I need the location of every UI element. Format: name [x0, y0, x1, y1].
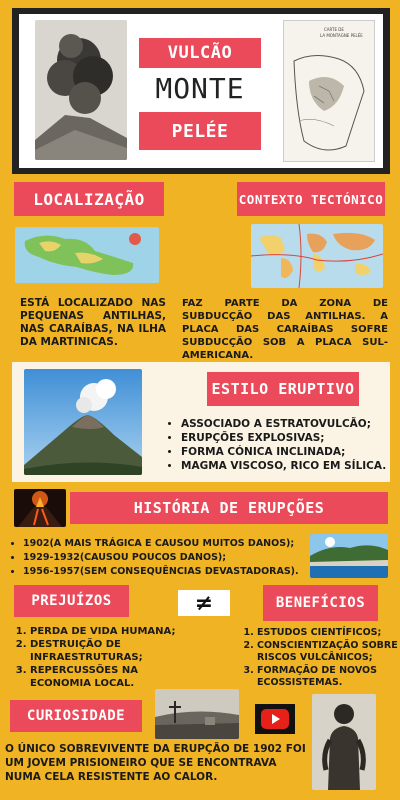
localizacao-text: ESTÁ LOCALIZADO NAS PEQUENAS ANTILHAS, NAS CARAÍBAS, NA ILHA DA MARTINICAS.: [20, 297, 166, 348]
estilo-item: • ERUPÇÕES EXPLOSIVAS;: [181, 431, 387, 445]
estilo-item: • MAGMA VISCOSO, RICO EM SÍLICA.: [181, 459, 387, 473]
historia-heading: [70, 492, 388, 524]
contexto-heading-text: CONTEXTO TECTÓNICO: [238, 191, 384, 207]
title-line-3: PELÉE: [171, 120, 229, 142]
estilo-heading: [207, 372, 359, 406]
localizacao-heading-text: LOCALIZAÇÃO: [33, 189, 145, 209]
youtube-play-icon[interactable]: [255, 704, 295, 734]
ruins-photo: [155, 689, 239, 739]
not-equal-icon: [178, 590, 230, 616]
contexto-text: FAZ PARTE DA ZONA DE SUBDUCÇÃO DAS ANTILHAS. A PLACA DAS CARAÍBAS SOFRE SUBDUCÇÃO SOB A PLACA SUL-AMERICANA.: [182, 298, 388, 361]
historic-map: [283, 20, 375, 162]
estilo-heading-text: ESTILO ERUPTIVO: [211, 380, 355, 398]
map-caption-1: CARTE DE: [324, 27, 344, 32]
title-banner-1: [139, 38, 261, 68]
coastal-town-photo: [310, 534, 388, 578]
prejuizos-heading-text: PREJUÍZOS: [31, 593, 112, 609]
tectonic-map: [251, 224, 383, 288]
curiosidade-heading: [10, 700, 142, 732]
estilo-item: • ASSOCIADO A ESTRATOVULCÃO;: [181, 417, 387, 431]
beneficios-item: 3. FORMAÇÃO DE NOVOS ECOSSISTEMAS.: [257, 665, 398, 690]
eruption-photo: [35, 20, 127, 160]
prejuizos-list: [14, 625, 182, 690]
beneficios-item: 1. ESTUDOS CIENTÍFICOS;: [257, 627, 398, 640]
historia-list: [10, 537, 310, 579]
prejuizos-item: 2. DESTRUIÇÃO DE INFRAESTRUTURAS;: [30, 638, 182, 664]
contexto-heading: [237, 182, 385, 216]
estilo-list: [165, 417, 387, 473]
localizacao-heading: [14, 182, 164, 216]
not-equal-symbol: ≠: [194, 590, 214, 616]
beneficios-item: 2. CONSCIENTIZAÇÃO SOBRE RISCOS VULCÂNICOS;: [257, 640, 398, 665]
historia-item: • 1956-1957(SEM CONSEQUÊNCIAS DEVASTADORAS).: [23, 565, 310, 579]
map-caption-2: LA MONTAGNE PELÉE: [320, 33, 363, 38]
title-line-1: VULCÃO: [167, 43, 233, 63]
curiosidade-heading-text: CURIOSIDADE: [26, 708, 126, 724]
historia-heading-text: HISTÓRIA DE ERUPÇÕES: [133, 499, 325, 517]
martinique-map: [15, 227, 159, 283]
curiosidade-text: O ÚNICO SOBREVIVENTE DA ERUPÇÃO DE 1902 FOI UM JOVEM PRISIONEIRO QUE SE ENCONTRAVA NUMA CELA RESISTENTE AO CALOR.: [5, 743, 306, 783]
prejuizos-item: 1. PERDA DE VIDA HUMANA;: [30, 625, 182, 638]
prejuizos-item: 3. REPERCUSSÕES NA ECONOMIA LOCAL.: [30, 664, 182, 690]
beneficios-heading-text: BENEFÍCIOS: [275, 595, 366, 611]
estilo-item: • FORMA CÓNICA INCLINADA;: [181, 445, 387, 459]
title-banner-3: [139, 112, 261, 150]
beneficios-heading: [263, 585, 378, 621]
volcano-icon: [14, 489, 66, 527]
historia-item: • 1929-1932(CAUSOU POUCOS DANOS);: [23, 551, 310, 565]
beneficios-list: [242, 627, 398, 690]
survivor-photo: [312, 694, 376, 790]
stratovolcano-photo: [24, 369, 142, 475]
prejuizos-heading: [14, 585, 129, 617]
historia-item: • 1902(A MAIS TRÁGICA E CAUSOU MUITOS DANOS);: [23, 537, 310, 551]
title-line-2: MONTE: [155, 72, 245, 105]
